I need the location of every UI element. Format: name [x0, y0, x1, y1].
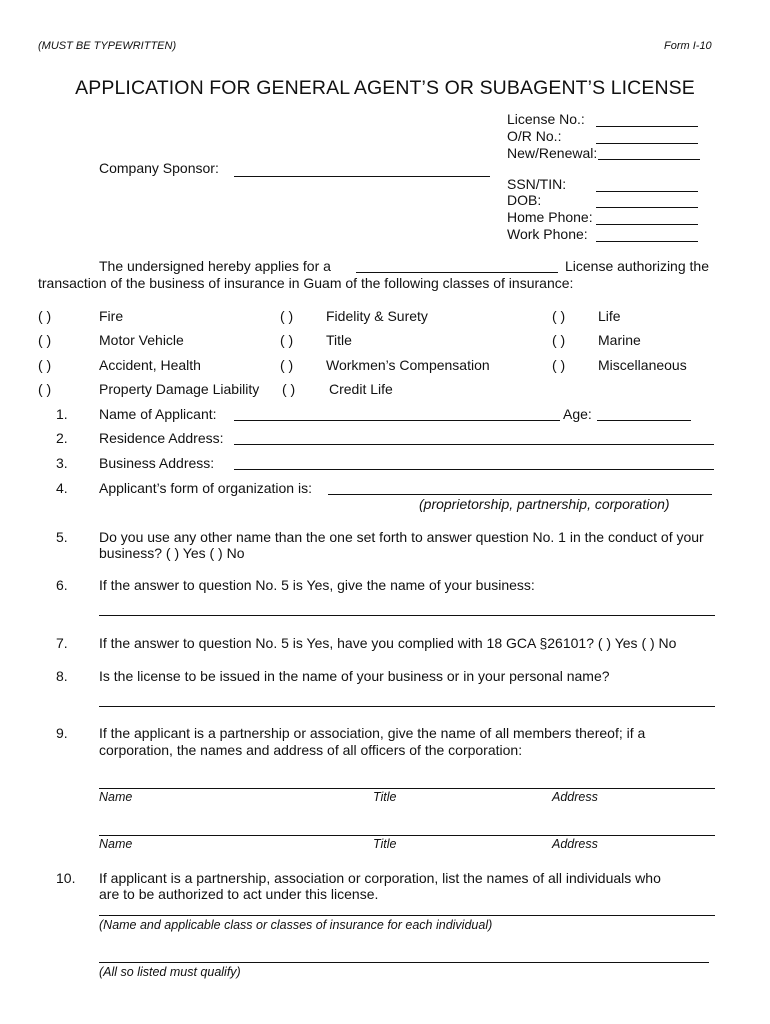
member-row-2-field[interactable] — [99, 835, 715, 836]
license-type-field[interactable] — [356, 272, 558, 273]
or-no-field[interactable] — [596, 143, 698, 144]
checkbox-fire[interactable]: ( ) — [38, 308, 52, 324]
q9-line2: corporation, the names and address of all officers of the corporation: — [99, 742, 523, 758]
intro-text-1: The undersigned hereby applies for a — [99, 258, 331, 274]
checkbox-motor-vehicle[interactable]: ( ) — [38, 332, 52, 348]
checkbox-life[interactable]: ( ) — [552, 308, 566, 324]
class-life: Life — [598, 308, 621, 324]
q1-number: 1. — [56, 406, 68, 422]
form-title: APPLICATION FOR GENERAL AGENT’S OR SUBAGENT’S LICENSE — [75, 77, 695, 99]
license-name-field[interactable] — [99, 706, 715, 707]
class-title: Title — [326, 332, 352, 348]
ssn-tin-field[interactable] — [596, 191, 698, 192]
q8-text: Is the license to be issued in the name of your business or in your personal name? — [99, 668, 610, 684]
authorized-individuals-field-2[interactable] — [99, 962, 709, 963]
new-renewal-label: New/Renewal: — [507, 145, 598, 161]
authorized-individuals-field[interactable] — [99, 915, 715, 916]
checkbox-accident-health[interactable]: ( ) — [38, 357, 52, 373]
q10-number: 10. — [56, 870, 76, 886]
applicant-name-field[interactable] — [234, 420, 560, 421]
q7-number: 7. — [56, 635, 68, 651]
class-motor-vehicle: Motor Vehicle — [99, 332, 184, 348]
checkbox-title[interactable]: ( ) — [280, 332, 294, 348]
member-address-header-2: Address — [552, 837, 598, 851]
q5-number: 5. — [56, 529, 68, 545]
q10-hint-2: (All so listed must qualify) — [99, 965, 241, 979]
q9-line1: If the applicant is a partnership or association, give the name of all members thereof; if a — [99, 725, 646, 741]
q9-number: 9. — [56, 725, 68, 741]
home-phone-label: Home Phone: — [507, 209, 593, 225]
q2-label: Residence Address: — [99, 430, 224, 446]
q10-line1: If applicant is a partnership, association or corporation, list the names of all individuals who — [99, 870, 661, 886]
q6-number: 6. — [56, 577, 68, 593]
q5-line1: Do you use any other name than the one set forth to answer question No. 1 in the conduct of your — [99, 529, 704, 545]
checkbox-miscellaneous[interactable]: ( ) — [552, 357, 566, 373]
typewritten-note: (MUST BE TYPEWRITTEN) — [38, 40, 177, 52]
class-property-damage: Property Damage Liability — [99, 381, 260, 397]
business-name-field[interactable] — [99, 615, 715, 616]
age-label: Age: — [563, 406, 592, 422]
q4-label: Applicant’s form of organization is: — [99, 480, 312, 496]
class-accident-health: Accident, Health — [99, 357, 201, 373]
class-credit-life: Credit Life — [329, 381, 393, 397]
q7-text: If the answer to question No. 5 is Yes, have you complied with 18 GCA §26101? ( ) Yes ( ) No — [99, 635, 677, 651]
q3-label: Business Address: — [99, 455, 215, 471]
class-marine: Marine — [598, 332, 641, 348]
member-title-header-2: Title — [373, 837, 397, 851]
license-no-field[interactable] — [596, 126, 698, 127]
q6-text: If the answer to question No. 5 is Yes, give the name of your business: — [99, 577, 535, 593]
business-address-field[interactable] — [234, 469, 714, 470]
class-fidelity-surety: Fidelity & Surety — [326, 308, 428, 324]
intro-text-2: License authorizing the — [565, 258, 709, 274]
class-fire: Fire — [99, 308, 124, 324]
company-sponsor-field[interactable] — [234, 176, 490, 177]
member-address-header: Address — [552, 790, 598, 804]
or-no-label: O/R No.: — [507, 128, 562, 144]
q4-hint: (proprietorship, partnership, corporation) — [419, 496, 670, 512]
intro-text-3: transaction of the business of insurance in Guam of the following classes of insurance: — [38, 275, 574, 291]
work-phone-label: Work Phone: — [507, 226, 588, 242]
member-row-1-field[interactable] — [99, 788, 715, 789]
ssn-tin-label: SSN/TIN: — [507, 176, 567, 192]
class-miscellaneous: Miscellaneous — [598, 357, 687, 373]
dob-label: DOB: — [507, 192, 542, 208]
dob-field[interactable] — [596, 207, 698, 208]
residence-address-field[interactable] — [234, 444, 714, 445]
new-renewal-field[interactable] — [598, 159, 700, 160]
q10-line2: are to be authorized to act under this license. — [99, 886, 379, 902]
checkbox-marine[interactable]: ( ) — [552, 332, 566, 348]
form-id: Form I-10 — [664, 40, 712, 52]
organization-form-field[interactable] — [328, 494, 712, 495]
checkbox-workmens-comp[interactable]: ( ) — [280, 357, 294, 373]
member-name-header: Name — [99, 790, 133, 804]
license-no-label: License No.: — [507, 111, 585, 127]
checkbox-property-damage[interactable]: ( ) — [38, 381, 52, 397]
q4-number: 4. — [56, 480, 68, 496]
company-sponsor-label: Company Sponsor: — [99, 160, 219, 176]
q1-label: Name of Applicant: — [99, 406, 217, 422]
age-field[interactable] — [597, 420, 691, 421]
checkbox-fidelity-surety[interactable]: ( ) — [280, 308, 294, 324]
work-phone-field[interactable] — [596, 241, 698, 242]
q2-number: 2. — [56, 430, 68, 446]
checkbox-credit-life[interactable]: ( ) — [282, 381, 296, 397]
member-title-header: Title — [373, 790, 397, 804]
q10-hint-1: (Name and applicable class or classes of insurance for each individual) — [99, 918, 493, 932]
q3-number: 3. — [56, 455, 68, 471]
q8-number: 8. — [56, 668, 68, 684]
class-workmens-comp: Workmen’s Compensation — [326, 357, 490, 373]
q5-line2: business? ( ) Yes ( ) No — [99, 545, 245, 561]
member-name-header-2: Name — [99, 837, 133, 851]
home-phone-field[interactable] — [596, 224, 698, 225]
